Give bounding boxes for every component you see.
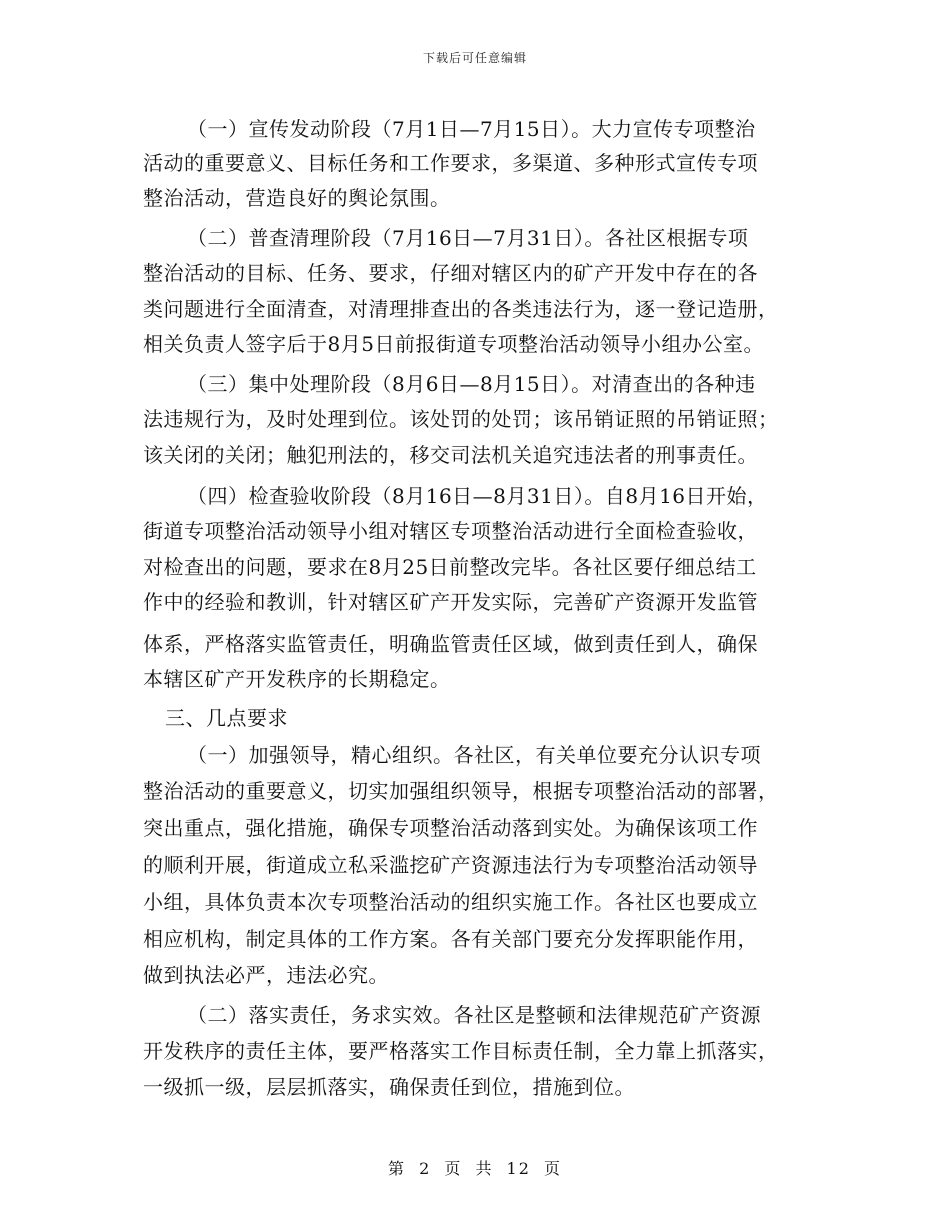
paragraph-line: 该关闭的关闭；触犯刑法的，移交司法机关追究违法者的刑事责任。 [143, 443, 758, 467]
paragraph-line: （一）加强领导，精心组织。各社区，有关单位要充分认识专项 [187, 743, 761, 767]
paragraph-line: 活动的重要意义、目标任务和工作要求，多渠道、多种形式宣传专项 [143, 151, 758, 175]
page-header: 下载后可任意编辑 [422, 51, 527, 65]
paragraph-line: 本辖区矿产开发秩序的长期稳定。 [143, 667, 451, 691]
paragraph-line: 体系，严格落实监管责任，明确监管责任区域，做到责任到人，确保 [143, 632, 758, 656]
paragraph-line: （一）宣传发动阶段（7月1日—7月15日）。大力宣传专项整治 [187, 117, 756, 141]
paragraph-line: 类问题进行全面清查，对清理排查出的各类违法行为，逐一登记造册， [143, 297, 779, 321]
paragraph-line: 整治活动的重要意义，切实加强组织领导，根据专项整治活动的部署， [143, 779, 779, 803]
paragraph-line: 小组，具体负责本次专项整治活动的组织实施工作。各社区也要成立 [143, 890, 758, 914]
paragraph-line: 突出重点，强化措施，确保专项整治活动落到实处。为确保该项工作 [143, 816, 758, 840]
paragraph-line: 开发秩序的责任主体，要严格落实工作目标责任制，全力靠上抓落实， [143, 1039, 779, 1063]
paragraph-line: 相应机构，制定具体的工作方案。各有关部门要充分发挥职能作用， [143, 927, 758, 951]
section-heading: 三、几点要求 [165, 706, 288, 730]
paragraph-line: 作中的经验和教训，针对辖区矿产开发实际，完善矿产资源开发监管 [143, 590, 758, 614]
paragraph-line: 整治活动，营造良好的舆论氛围。 [143, 186, 451, 210]
paragraph-line: 一级抓一级，层层抓落实，确保责任到位，措施到位。 [143, 1075, 635, 1099]
paragraph-line: 相关负责人签字后于8月5日前报街道专项整治活动领导小组办公室。 [143, 332, 764, 356]
paragraph-line: 街道专项整治活动领导小组对辖区专项整治活动进行全面检查验收， [143, 519, 758, 543]
paragraph-line: 对检查出的问题，要求在8月25日前整改完毕。各社区要仔细总结工 [143, 555, 757, 579]
paragraph-line: （二）普查清理阶段（7月16日—7月31日）。各社区根据专项 [187, 226, 749, 250]
paragraph-line: （三）集中处理阶段（8月6日—8月15日）。对清查出的各种违 [187, 372, 756, 396]
paragraph-line: （四）检查验收阶段（8月16日—8月31日）。自8月16日开始， [187, 484, 768, 508]
paragraph-line: （二）落实责任，务求实效。各社区是整顿和法律规范矿产资源 [187, 1003, 761, 1027]
paragraph-line: 做到执法必严，违法必究。 [143, 963, 389, 987]
paragraph-line: 整治活动的目标、任务、要求，仔细对辖区内的矿产开发中存在的各 [143, 261, 758, 285]
paragraph-line: 的顺利开展，街道成立私采滥挖矿产资源违法行为专项整治活动领导 [143, 853, 758, 877]
paragraph-line: 法违规行为，及时处理到位。该处罚的处罚；该吊销证照的吊销证照； [143, 407, 779, 431]
page-number-footer: 第 2 页 共 12 页 [388, 1159, 562, 1178]
